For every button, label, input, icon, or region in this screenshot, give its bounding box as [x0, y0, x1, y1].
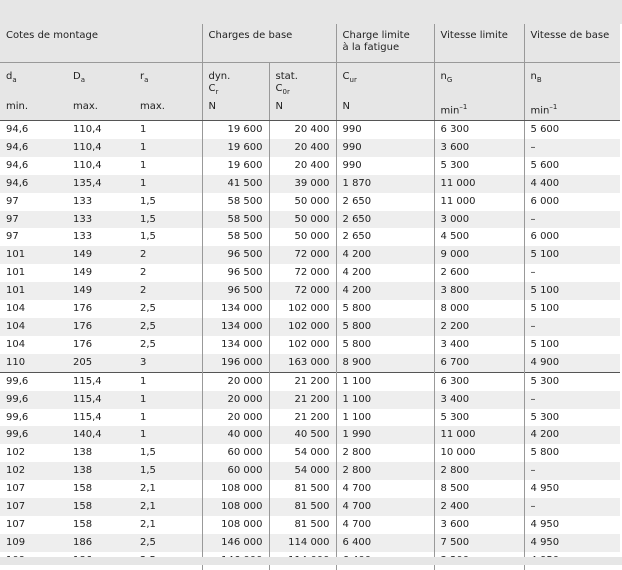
cell-nb: 4 200 [524, 426, 620, 444]
cell-cr-dyn: 96 500 [202, 246, 269, 264]
cell-ra: 1,5 [140, 231, 156, 243]
cell-ng: 3 600 [434, 139, 524, 157]
cell-Da: 115,4 [73, 411, 102, 423]
cell-cr-dyn: 41 500 [202, 175, 269, 193]
cell-cur: 2 800 [336, 462, 434, 480]
cell-da: 99,6 [6, 411, 29, 423]
cell-cr-dyn: 108 000 [202, 516, 269, 534]
header-unit-row [0, 98, 620, 121]
cell-nb: – [524, 264, 620, 282]
cell-cor-stat: 72 000 [269, 282, 336, 300]
cell-cor-stat: 102 000 [269, 300, 336, 318]
cell-da: 109 [0, 534, 67, 552]
symbol-cor-letter: C [275, 83, 283, 94]
cell-nb: 5 600 [524, 157, 620, 175]
table-row [0, 246, 620, 264]
table-row [0, 139, 620, 157]
cell-cor-stat: 114 000 [269, 534, 336, 552]
cell-da: 99,6 [0, 426, 67, 444]
cell-ra: 1 [134, 175, 202, 193]
cell-Da: 176 [73, 303, 93, 315]
cell-nb: 5 100 [524, 246, 620, 264]
cell-Da: 176 [67, 318, 134, 336]
cell-ra: 1 [140, 159, 147, 171]
cell-nb: – [524, 139, 620, 157]
unit-nb [524, 98, 620, 121]
cell-ng: 8 500 [434, 480, 524, 498]
cell-ra: 3 [134, 354, 202, 372]
header-vitesse-limite: Vitesse limite [434, 24, 524, 63]
cell-ra: 1,5 [140, 447, 156, 459]
cell-nb: 5 600 [524, 121, 620, 139]
cell-ng: 2 200 [434, 318, 524, 336]
cell-cur: 1 990 [336, 426, 434, 444]
cell-ra: 2,1 [140, 483, 156, 495]
cell-cur: 4 700 [336, 480, 434, 498]
cell-Da: 149 [73, 267, 93, 279]
cell-cor-stat: 54 000 [269, 444, 336, 462]
cell-cr-dyn: 58 500 [202, 228, 269, 246]
unit-stat: N [269, 98, 336, 121]
symbol-dyn-label: dyn. [208, 71, 231, 82]
symbol-cur [336, 63, 434, 99]
cell-nb: – [524, 462, 620, 480]
cell-cor-stat: 81 500 [269, 498, 336, 516]
unit-ng-text: min [440, 105, 460, 117]
cell-da: 104 [0, 318, 67, 336]
cell-nb: 4 950 [524, 534, 620, 552]
cell-cor-stat: 21 200 [269, 391, 336, 409]
cell-Da: 158 [73, 483, 93, 495]
cell-cur: 990 [336, 157, 434, 175]
symbol-da-sub: a [12, 76, 17, 84]
cell-da: 104 [6, 338, 26, 350]
cell-da: 102 [6, 447, 26, 459]
cell-Da: 115,4 [67, 391, 134, 409]
cell-cur: 4 200 [336, 246, 434, 264]
symbol-nb-letter: n [530, 71, 537, 82]
header-vitesse-de-base: Vitesse de base [524, 24, 620, 63]
table-row [0, 480, 620, 498]
cell-ng: 2 800 [434, 462, 524, 480]
symbol-Da-letter: D [73, 71, 81, 82]
cell-da: 107 [6, 483, 26, 495]
cell-cur: 8 900 [336, 354, 434, 372]
cell-cor-stat: 50 000 [269, 228, 336, 246]
cell-ra: 2,5 [134, 318, 202, 336]
cell-Da: 133 [73, 231, 93, 243]
cell-Da: 110,4 [73, 159, 102, 171]
cell-ng: 6 700 [434, 354, 524, 372]
cell-cr-dyn: 20 000 [202, 409, 269, 427]
bearing-table-wrap [0, 24, 622, 570]
unit-Da: max. [67, 98, 134, 121]
cell-Da: 135,4 [67, 175, 134, 193]
cell-cr-dyn: 96 500 [202, 282, 269, 300]
symbol-nb-sub: B [536, 76, 542, 84]
cell-ra: 1,5 [134, 462, 202, 480]
table-row [0, 264, 620, 282]
top-band [0, 0, 622, 24]
table-row [0, 228, 620, 246]
cell-da: 99,6 [0, 391, 67, 409]
cell-cor-stat: 102 000 [269, 336, 336, 354]
cell-cur: 990 [336, 121, 434, 139]
cell-ng: 3 400 [434, 391, 524, 409]
cell-da: 101 [6, 267, 26, 279]
cell-cur: 1 100 [336, 372, 434, 390]
cell-cr-dyn: 60 000 [202, 444, 269, 462]
cell-ra: 2 [140, 267, 147, 279]
symbol-stat-label: stat. [275, 71, 298, 82]
unit-dyn: N [202, 98, 269, 121]
cell-Da: 140,4 [67, 426, 134, 444]
cell-ng: 5 300 [434, 157, 524, 175]
cell-ng: 7 500 [434, 534, 524, 552]
cell-da: 97 [6, 231, 19, 243]
cell-cor-stat: 72 000 [269, 246, 336, 264]
cell-cr-dyn: 96 500 [202, 264, 269, 282]
symbol-ra-letter: r [140, 71, 145, 82]
cell-cor-stat: 102 000 [269, 318, 336, 336]
cell-nb: – [524, 498, 620, 516]
cell-da: 94,6 [0, 139, 67, 157]
cell-cor-stat: 50 000 [269, 211, 336, 229]
cell-da: 101 [0, 246, 67, 264]
cell-nb: – [524, 391, 620, 409]
cell-cr-dyn: 20 000 [202, 391, 269, 409]
cell-nb: 4 950 [524, 516, 620, 534]
cell-ng: 5 300 [434, 409, 524, 427]
cell-ra: 1 [134, 139, 202, 157]
cell-cr-dyn: 134 000 [202, 336, 269, 354]
symbol-cur-sub: ur [349, 76, 357, 84]
table-body [0, 121, 620, 570]
header-cotes-de-montage: Cotes de montage [0, 24, 202, 63]
table-row [0, 157, 620, 175]
cell-nb: 4 900 [524, 354, 620, 372]
cell-nb: 5 100 [524, 282, 620, 300]
cell-nb: – [524, 211, 620, 229]
cell-ra: 1 [134, 372, 202, 390]
symbol-cr-sub: r [215, 88, 219, 96]
cell-cr-dyn: 146 000 [202, 534, 269, 552]
cell-cr-dyn: 60 000 [202, 462, 269, 480]
cell-Da: 115,4 [67, 372, 134, 390]
unit-ra: max. [134, 98, 202, 121]
header-charge-limite [336, 24, 434, 63]
cell-da: 107 [0, 498, 67, 516]
table-row [0, 516, 620, 534]
cell-ra: 2,5 [134, 534, 202, 552]
cell-da: 97 [6, 195, 19, 207]
cell-cor-stat: 20 400 [269, 139, 336, 157]
cell-da: 94,6 [6, 159, 29, 171]
cell-cur: 2 650 [336, 228, 434, 246]
table-row [0, 193, 620, 211]
symbol-cor-sub: 0r [282, 88, 290, 96]
cell-ra: 2,5 [140, 338, 156, 350]
cell-ra: 2 [134, 282, 202, 300]
table-row [0, 175, 620, 193]
cell-cr-dyn: 108 000 [202, 480, 269, 498]
unit-ng [434, 98, 524, 121]
symbol-nb [524, 63, 620, 99]
cell-cur: 4 700 [336, 498, 434, 516]
cell-cur: 2 650 [336, 211, 434, 229]
cell-ng: 3 800 [434, 282, 524, 300]
cell-nb: 5 100 [524, 336, 620, 354]
cell-cr-dyn: 134 000 [202, 300, 269, 318]
cell-Da: 186 [67, 534, 134, 552]
cell-nb: 5 300 [524, 372, 620, 390]
symbol-ng-letter: n [440, 71, 447, 82]
symbol-Da-sub: a [80, 76, 85, 84]
cell-ra: 1 [140, 124, 147, 135]
symbol-cr-letter: C [208, 83, 216, 94]
cell-cur: 4 200 [336, 282, 434, 300]
header-symbol-row [0, 63, 620, 99]
cell-ng: 11 000 [434, 426, 524, 444]
cell-ra: 2,1 [140, 518, 156, 530]
table-row [0, 498, 620, 516]
bottom-band [0, 557, 622, 565]
cell-Da: 158 [67, 498, 134, 516]
cell-Da: 138 [67, 462, 134, 480]
cell-cor-stat: 50 000 [269, 193, 336, 211]
table-row [0, 426, 620, 444]
cell-cur: 4 700 [336, 516, 434, 534]
cell-cor-stat: 81 500 [269, 516, 336, 534]
cell-da: 97 [0, 211, 67, 229]
table-row [0, 372, 620, 390]
cell-cur: 6 400 [336, 534, 434, 552]
cell-ra: 1,5 [140, 195, 156, 207]
cell-ng: 3 600 [434, 516, 524, 534]
cell-ng: 8 000 [434, 300, 524, 318]
symbol-cur-letter: C [342, 71, 350, 82]
table-row [0, 444, 620, 462]
cell-cor-stat: 54 000 [269, 462, 336, 480]
cell-cor-stat: 39 000 [269, 175, 336, 193]
cell-da: 94,6 [6, 124, 29, 135]
bearing-table [0, 24, 620, 570]
table-row [0, 211, 620, 229]
cell-nb: 5 100 [524, 300, 620, 318]
cell-Da: 149 [67, 282, 134, 300]
cell-ra: 1 [134, 426, 202, 444]
unit-nb-text: min [530, 105, 550, 117]
cell-ng: 4 500 [434, 228, 524, 246]
cell-da: 99,6 [0, 372, 67, 390]
cell-cor-stat: 21 200 [269, 409, 336, 427]
cell-cur: 2 800 [336, 444, 434, 462]
table-header [0, 24, 620, 121]
cell-da: 101 [0, 282, 67, 300]
cell-ng: 10 000 [434, 444, 524, 462]
table-row [0, 318, 620, 336]
cell-ng: 9 000 [434, 246, 524, 264]
cell-ra: 1 [134, 391, 202, 409]
cell-Da: 133 [67, 211, 134, 229]
cell-ra: 2,5 [140, 303, 156, 315]
header-charge-limite-line1: Charge limite [342, 30, 410, 41]
table-row [0, 336, 620, 354]
cell-da: 94,6 [0, 175, 67, 193]
cell-cr-dyn: 196 000 [202, 354, 269, 372]
cell-ra: 1,5 [134, 211, 202, 229]
cell-ng: 2 400 [434, 498, 524, 516]
cell-cor-stat: 20 400 [269, 121, 336, 139]
cell-ra: 1 [140, 411, 147, 423]
cell-cur: 2 650 [336, 193, 434, 211]
cell-nb: 4 950 [524, 480, 620, 498]
table-row [0, 462, 620, 480]
cell-da: 110 [0, 354, 67, 372]
cell-Da: 110,4 [73, 124, 102, 135]
cell-nb: 4 400 [524, 175, 620, 193]
cell-ng: 11 000 [434, 193, 524, 211]
cell-ng: 2 600 [434, 264, 524, 282]
header-charge-limite-line2: à la fatigue [342, 42, 400, 53]
header-group-row [0, 24, 620, 63]
cell-cr-dyn: 108 000 [202, 498, 269, 516]
cell-Da: 176 [73, 338, 93, 350]
cell-Da: 205 [67, 354, 134, 372]
cell-cur: 5 800 [336, 336, 434, 354]
cell-cr-dyn: 58 500 [202, 193, 269, 211]
cell-cur: 1 100 [336, 409, 434, 427]
cell-ng: 6 300 [434, 372, 524, 390]
cell-cor-stat: 20 400 [269, 157, 336, 175]
table-row [0, 534, 620, 552]
unit-ng-sup: –1 [459, 103, 468, 111]
cell-nb: – [524, 318, 620, 336]
table-row [0, 282, 620, 300]
cell-cur: 4 200 [336, 264, 434, 282]
cell-cor-stat: 72 000 [269, 264, 336, 282]
symbol-stat-cor [269, 63, 336, 99]
cell-cur: 1 870 [336, 175, 434, 193]
cell-Da: 138 [73, 447, 93, 459]
cell-cr-dyn: 19 600 [202, 157, 269, 175]
cell-nb: 5 800 [524, 444, 620, 462]
symbol-ng [434, 63, 524, 99]
cell-cur: 5 800 [336, 318, 434, 336]
symbol-ra [134, 63, 202, 99]
cell-ng: 3 000 [434, 211, 524, 229]
cell-ng: 6 300 [434, 121, 524, 139]
cell-Da: 110,4 [67, 139, 134, 157]
cell-nb: 6 000 [524, 193, 620, 211]
unit-da: min. [0, 98, 67, 121]
symbol-da-letter: d [6, 71, 13, 82]
cell-cor-stat: 21 200 [269, 372, 336, 390]
cell-cor-stat: 81 500 [269, 480, 336, 498]
cell-ra: 2,1 [134, 498, 202, 516]
cell-cr-dyn: 19 600 [202, 121, 269, 139]
cell-da: 102 [0, 462, 67, 480]
table-row [0, 391, 620, 409]
table-row [0, 300, 620, 318]
cell-cor-stat: 40 500 [269, 426, 336, 444]
cell-cor-stat: 163 000 [269, 354, 336, 372]
cell-cr-dyn: 134 000 [202, 318, 269, 336]
header-charges-de-base: Charges de base [202, 24, 336, 63]
cell-cur: 990 [336, 139, 434, 157]
cell-cr-dyn: 20 000 [202, 372, 269, 390]
unit-nb-sup: –1 [549, 103, 558, 111]
cell-cur: 1 100 [336, 391, 434, 409]
cell-nb: 5 300 [524, 409, 620, 427]
cell-Da: 158 [73, 518, 93, 530]
cell-ng: 3 400 [434, 336, 524, 354]
symbol-dyn-cr [202, 63, 269, 99]
cell-cr-dyn: 40 000 [202, 426, 269, 444]
unit-cur: N [336, 98, 434, 121]
cell-cr-dyn: 19 600 [202, 139, 269, 157]
table-row [0, 409, 620, 427]
symbol-ra-sub: a [144, 76, 149, 84]
cell-ra: 2 [134, 246, 202, 264]
cell-da: 107 [6, 518, 26, 530]
symbol-ng-sub: G [446, 76, 453, 84]
symbol-da [0, 63, 67, 99]
cell-Da: 149 [67, 246, 134, 264]
table-row [0, 121, 620, 139]
cell-ng: 11 000 [434, 175, 524, 193]
cell-nb: 6 000 [524, 228, 620, 246]
symbol-Da [67, 63, 134, 99]
table-row [0, 354, 620, 372]
cell-da: 104 [6, 303, 26, 315]
cell-cur: 5 800 [336, 300, 434, 318]
cell-Da: 133 [73, 195, 93, 207]
cell-cr-dyn: 58 500 [202, 211, 269, 229]
